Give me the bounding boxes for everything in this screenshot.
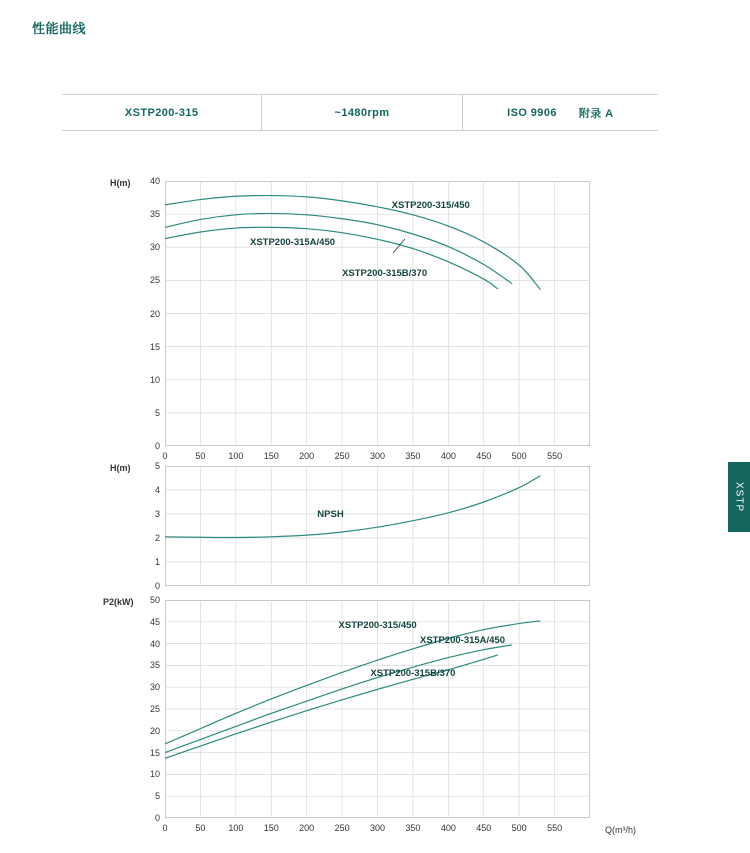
y-tick-label: 20: [149, 725, 160, 736]
y-tick-label: 3: [154, 509, 160, 519]
annex-label: 附录 A: [578, 107, 614, 120]
x-tick-label: 450: [476, 451, 492, 461]
x-tick-label: 350: [405, 823, 421, 833]
y-tick-label: 30: [149, 242, 160, 253]
page-title: 性能曲线: [32, 21, 87, 36]
x-tick-label: 100: [228, 451, 244, 461]
spec-header-table: [62, 94, 658, 131]
chart-head: [165, 181, 590, 446]
x-tick-label: 0: [162, 823, 168, 833]
y-tick-label: 10: [149, 769, 160, 780]
chart-head-plot: [165, 181, 590, 446]
x-tick-label: 250: [334, 451, 350, 461]
y-tick-label: 15: [149, 747, 160, 758]
x-tick-label: 0: [162, 451, 168, 461]
y-tick-label: 30: [149, 682, 160, 693]
x-tick-label: 500: [511, 451, 527, 461]
y-tick-label: 15: [149, 341, 160, 352]
side-tab-label: XSTP: [733, 481, 745, 513]
x-tick-label: 250: [334, 823, 350, 833]
curve-annotation: XSTP200-315A/450: [250, 237, 336, 249]
y-tick-label: 5: [154, 791, 160, 802]
y-tick-label: 35: [149, 209, 160, 220]
y-tick-label: 50: [149, 595, 160, 605]
y-tick-label: 40: [149, 638, 160, 649]
side-tab-xstp[interactable]: [728, 462, 750, 532]
chart-power-plot: [165, 600, 590, 818]
y-tick-label: 1: [154, 557, 160, 567]
y-tick-label: 20: [149, 308, 160, 319]
chart-npsh-ylabel: H(m): [110, 463, 131, 473]
x-tick-label: 550: [547, 823, 563, 833]
x-tick-label: 500: [511, 823, 527, 833]
y-tick-label: 25: [149, 704, 160, 714]
y-tick-label: 0: [154, 813, 160, 823]
y-tick-label: 2: [154, 533, 160, 543]
x-tick-label: 200: [299, 823, 315, 833]
x-tick-label: 200: [299, 451, 315, 461]
x-tick-label: 550: [547, 451, 563, 461]
curve-annotation: XSTP200-315/450: [391, 200, 470, 212]
y-tick-label: 0: [154, 441, 160, 451]
standard-label: ISO 9906: [507, 106, 557, 119]
curve-annotation: NPSH: [317, 509, 344, 521]
x-tick-label: 300: [369, 451, 386, 461]
x-tick-label: 50: [195, 823, 206, 833]
y-tick-label: 35: [149, 660, 160, 671]
y-tick-label: 5: [154, 461, 160, 471]
y-tick-label: 25: [149, 275, 160, 286]
header-cell-model: XSTP200-315: [124, 106, 199, 119]
x-tick-label: 100: [228, 823, 244, 833]
chart-head-ylabel: H(m): [110, 178, 131, 188]
y-tick-label: 4: [154, 485, 160, 495]
x-tick-label: 300: [369, 823, 386, 833]
chart-npsh: [165, 466, 590, 586]
x-tick-label: 450: [476, 823, 492, 833]
header-cell-standard: [462, 95, 658, 130]
header-cell-speed: ~1480rpm: [261, 95, 461, 130]
x-tick-label: 400: [440, 451, 456, 461]
y-tick-label: 5: [154, 407, 160, 418]
x-tick-label: 150: [263, 823, 279, 833]
curve-annotation: XSTP200-315B/370: [370, 668, 456, 680]
chart-power: [165, 600, 590, 818]
curve-annotation: XSTP200-315A/450: [420, 634, 506, 646]
chart-power-ylabel: P2(kW): [103, 597, 134, 607]
y-tick-label: 0: [154, 581, 160, 591]
curve-annotation: XSTP200-315/450: [338, 620, 417, 632]
curve-annotation: XSTP200-315B/370: [342, 267, 428, 279]
x-tick-label: 150: [263, 451, 279, 461]
x-tick-label: 350: [405, 451, 421, 461]
y-tick-label: 10: [149, 374, 160, 385]
x-tick-label: 400: [440, 823, 456, 833]
chart-npsh-plot: [165, 466, 590, 586]
chart-power-xlabel: Q(m³/h): [605, 825, 636, 835]
y-tick-label: 40: [149, 176, 160, 186]
y-tick-label: 45: [149, 616, 160, 627]
x-tick-label: 50: [195, 451, 206, 461]
